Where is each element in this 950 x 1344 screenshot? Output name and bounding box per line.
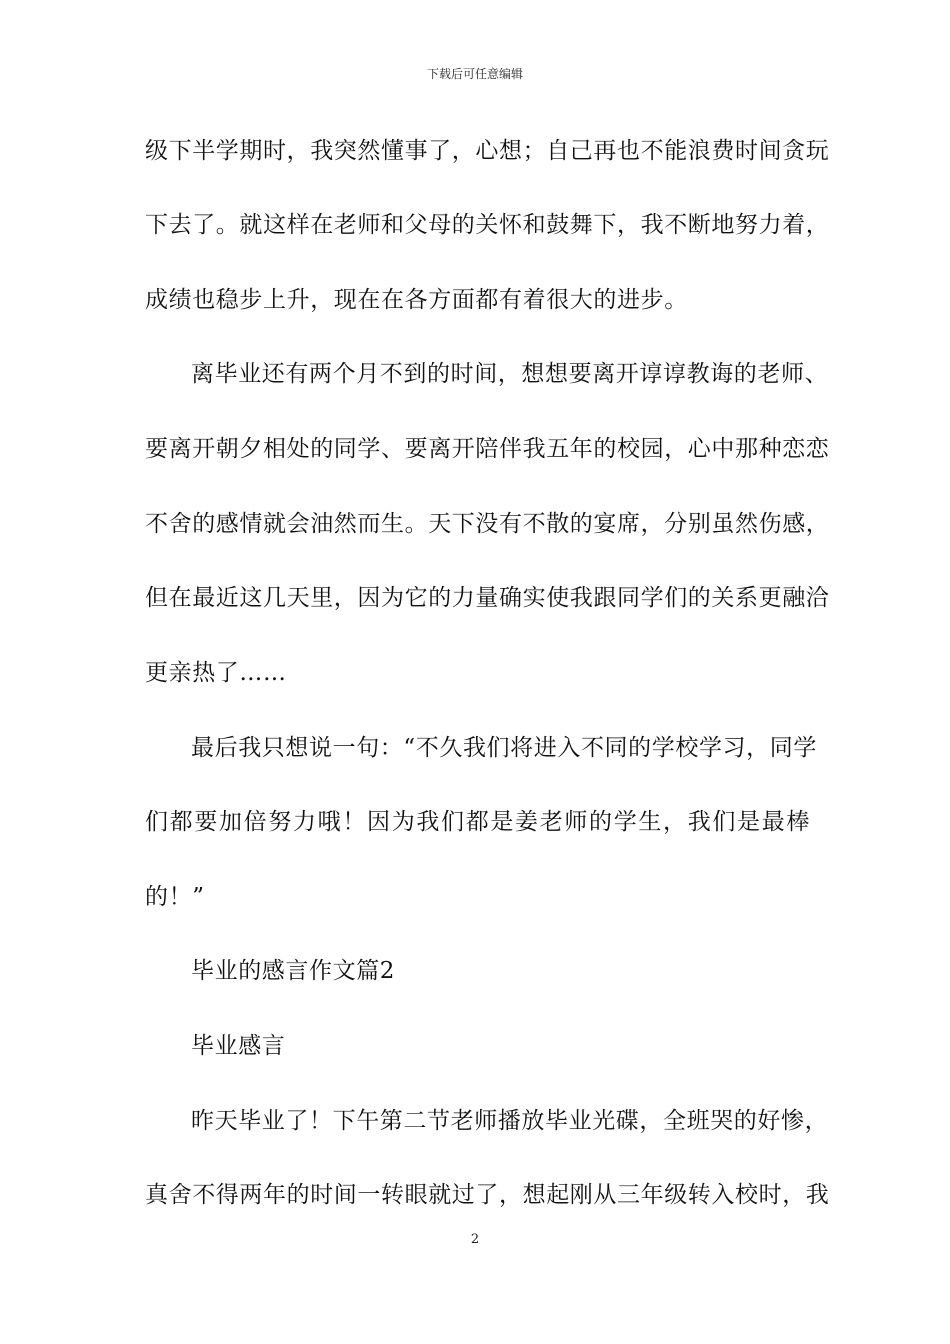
text-line: 但在最近这几天里，因为它的力量确实使我跟同学们的关系更融洽: [145, 585, 830, 611]
page-number: 2: [470, 1232, 480, 1247]
text-line: 要离开朝夕相处的同学、要离开陪伴我五年的校园，心中那种恋恋: [145, 436, 830, 462]
text-line: 更亲热了……: [145, 660, 287, 686]
text-line: 的！”: [145, 884, 205, 910]
essay-title: 毕业感言: [191, 1033, 286, 1059]
page-header: 下载后可任意编辑: [426, 67, 523, 81]
paragraph-first-line: 离毕业还有两个月不到的时间，想想要离开谆谆教诲的老师、: [191, 361, 829, 387]
text-line: 下去了。就这样在老师和父母的关怀和鼓舞下，我不断地努力着，: [145, 212, 830, 238]
paragraph-first-line: 昨天毕业了！下午第二节老师播放毕业光碟，全班哭的好惨，: [191, 1108, 829, 1134]
text-line: 级下半学期时，我突然懂事了，心想；自己再也不能浪费时间贪玩: [145, 138, 830, 164]
text-line: 们都要加倍努力哦！因为我们都是姜老师的学生，我们是最棒: [145, 809, 810, 835]
text-line: 成绩也稳步上升，现在在各方面都有着很大的进步。: [145, 287, 688, 313]
paragraph-first-line: 最后我只想说一句：“不久我们将进入不同的学校学习，同学: [191, 735, 817, 761]
text-line: 真舍不得两年的时间一转眼就过了，想起刚从三年级转入校时，我: [145, 1182, 830, 1208]
section-heading: 毕业的感言作文篇2: [191, 958, 396, 984]
text-line: 不舍的感情就会油然而生。天下没有不散的宴席，分别虽然伤感，: [145, 511, 830, 537]
